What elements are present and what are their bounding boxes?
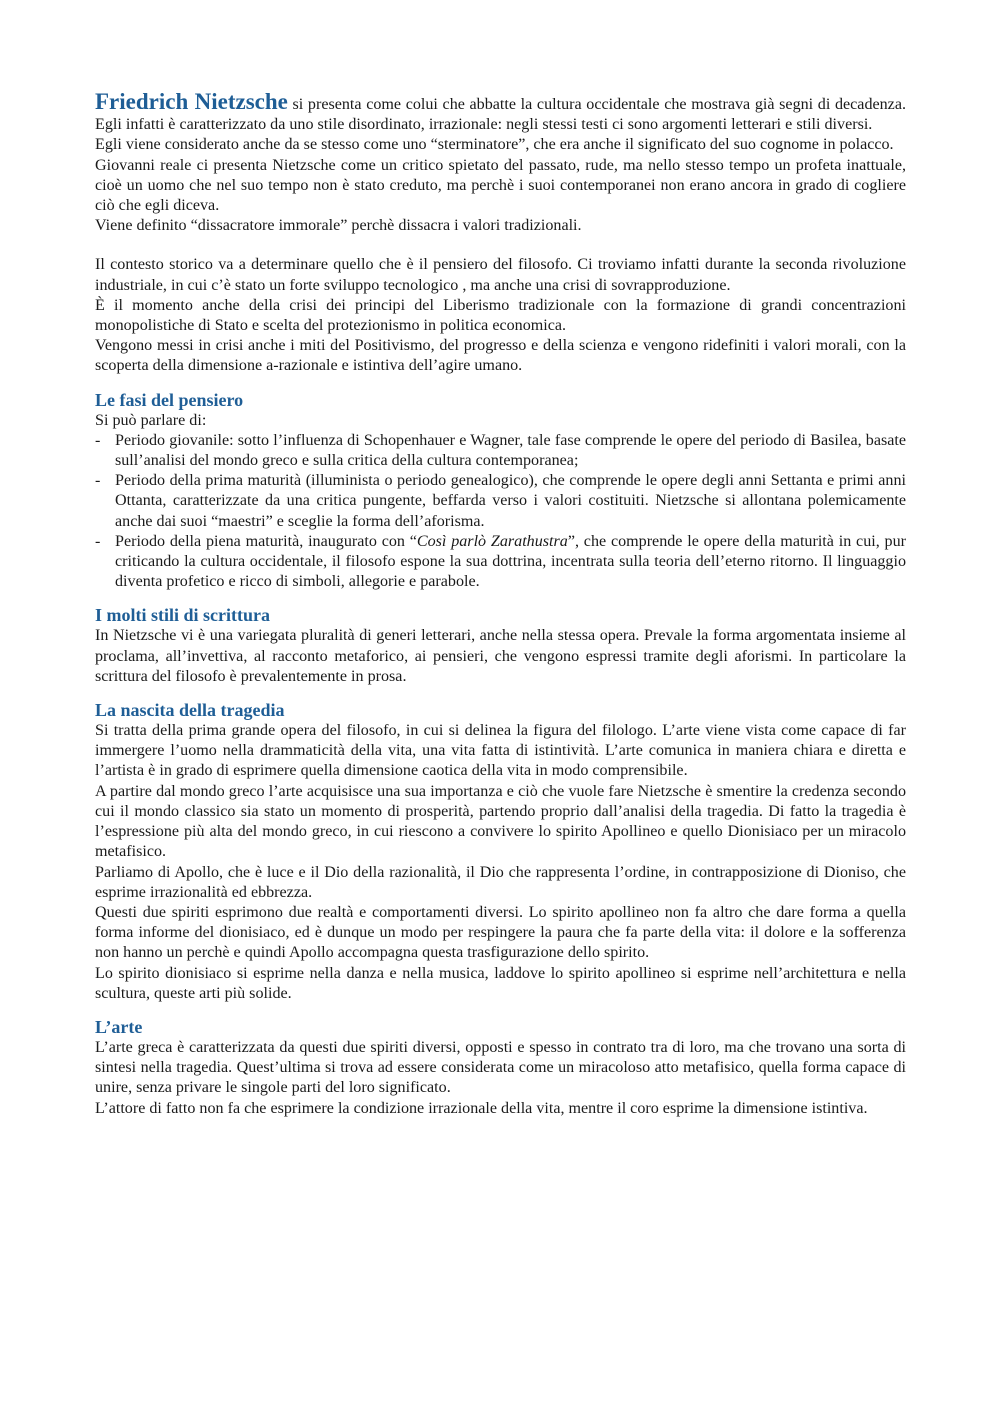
dash-bullet: - [95,532,101,550]
book-title-italic: Così parlò Zarathustra [416,532,568,550]
intro-paragraph-1 [95,89,906,135]
spacer [95,592,906,605]
list-item [95,471,906,532]
tragedy-paragraph-1: Si tratta della prima grande opera del filosofo, in cui si delinea la figura del filologo. L’arte viene vista come capace di far immergere l’uomo nella drammaticità della vita, una vita fatta di istintività. L’arte comunica in maniera chiara e diretta e l’artista è in grado di esprimere quella dimensione caotica della vita in modo comprensibile. [95,722,906,780]
styles-paragraph-1: In Nietzsche vi è una variegata pluralità di generi letterari, anche nella stessa opera. Prevale la forma argomentata insieme al proclama, all’invettiva, al racconto metaforico, ai pensieri, che vengono espressi tramite degli aforismi. In particolare la scrittura del filosofo è prevalentemente in prosa. [95,627,906,685]
tragedy-section [95,700,906,1004]
context-paragraph-2: È il momento anche della crisi dei principi del Liberismo tradizionale con la formazione di grandi concentrazioni monopolistiche di Stato e scelta del protezionismo in politica economica. [95,296,906,335]
author-name-title: Friedrich Nietzsche [95,89,288,114]
art-heading: L’arte [95,1016,143,1037]
context-paragraph-3: Vengono messi in crisi anche i miti del Positivismo, del progresso e della scienza e vengono ridefiniti i valori morali, con la scoperta della dimensione a-razionale e istintiva dell’agire umano. [95,337,906,375]
intro-paragraph-1-text: si presenta come colui che abbatte la cultura occidentale che mostrava già segni di decadenza. Egli infatti è caratterizzato da uno stile disordinato, irrazionale: negli stessi testi ci sono argomenti letterari e stili diversi. [95,96,906,134]
list-item-text-start: Periodo della piena maturità, inaugurato con “ [115,532,417,550]
list-item [95,431,906,471]
context-section [95,255,906,376]
spacer [95,236,906,255]
phases-heading: Le fasi del pensiero [95,389,244,410]
list-item-text-end: ”, che comprende le opere della maturità in cui, pur criticando la cultura occidentale, il filosofo espone la sua dottrina, incentrata sulla teoria dell’eterno ritorno. Il linguaggio diventa profetico e ricco di simboli, allegorie e parabole. [115,532,907,591]
spacer [95,687,906,700]
art-section [95,1017,906,1119]
dash-bullet: - [95,431,101,449]
tragedy-paragraph-5: Lo spirito dionisiaco si esprime nella danza e nella musica, laddove lo spirito apollineo si esprime nell’architettura e nella scultura, queste arti più solide. [95,964,906,1002]
phases-section [95,390,906,593]
styles-section [95,605,906,687]
list-item-text: Periodo giovanile: sotto l’influenza di Schopenhauer e Wagner, tale fase comprende le opere del periodo di Basilea, basate sull’analisi del mondo greco e sulla critica della cultura contemporanea; [115,431,906,470]
art-paragraph-2: L’attore di fatto non fa che esprimere la condizione irrazionale della vita, mentre il coro esprime la dimensione istintiva. [95,1099,868,1117]
spacer [95,377,906,390]
dash-bullet: - [95,472,101,490]
intro-paragraph-4: Viene definito “dissacratore immorale” perchè dissacra i valori tradizionali. [95,217,582,235]
phases-list [95,431,906,593]
intro-paragraph-3: Giovanni reale ci presenta Nietzsche come un critico spietato del passato, rude, ma nello stesso tempo un profeta inattuale, cioè un uomo che nel suo tempo non è stato creduto, ma perchè i suoi contemporanei non erano ancora in grado di cogliere ciò che egli diceva. [95,156,906,215]
styles-heading: I molti stili di scrittura [95,605,270,626]
phases-lead: Si può parlare di: [95,411,207,429]
tragedy-paragraph-4: Questi due spiriti esprimono due realtà e comportamenti diversi. Lo spirito apollineo non fa altro che dare forma a quella forma informe del dionisiaco, ed è dunque un modo per respingere la paura che fa parte della vita: il dolore e la sofferenza non hanno un perchè e quindi Apollo accompagna questa trasfigurazione dello spirito. [95,903,906,962]
tragedy-paragraph-2: A partire dal mondo greco l’arte acquisisce una sua importanza e ciò che vuole fare Nietzsche è smentire la credenza secondo cui il mondo classico sia stato un momento di prosperità, partendo proprio dall’analisi della tragedia. Di fatto la tragedia è l’espressione più alta del mondo greco, in cui riescono a convivere lo spirito Apollineo e quello Dionisiaco per un miracolo metafisico. [95,782,906,861]
tragedy-paragraph-3: Parliamo di Apollo, che è luce e il Dio della razionalità, il Dio che rappresenta l’ordine, in contrapposizione di Dioniso, che esprime irrazionalità ed ebbrezza. [95,863,906,901]
list-item [95,532,906,593]
context-paragraph-1: Il contesto storico va a determinare quello che è il pensiero del filosofo. Ci troviamo infatti durante la seconda rivoluzione industriale, in cui c’è stato un forte sviluppo tecnologico , ma anche una crisi di sovrapproduzione. [95,256,906,294]
intro-section [95,89,906,236]
spacer [95,1004,906,1017]
list-item-text: Periodo della prima maturità (illuminista o periodo genealogico), che comprende le opere degli anni Settanta e primi anni Ottanta, caratterizzate da una critica pungente, beffarda verso i valori costituiti. Nietzsche si allontana polemicamente anche dai suoi “maestri” e sceglie la forma dell’aforisma. [115,472,906,530]
art-paragraph-1: L’arte greca è caratterizzata da questi due spiriti diversi, opposti e spesso in contrato tra di loro, ma che trovano una sorta di sintesi nella tragedia. Quest’ultima si trova ad essere considerata come un miracoloso atto metafisico, quella forma capace di unire, senza privare le singole parti del loro significato. [95,1038,906,1097]
tragedy-heading: La nascita della tragedia [95,700,285,721]
intro-paragraph-2: Egli viene considerato anche da se stesso come uno “sterminatore”, che era anche il significato del suo cognome in polacco. [95,136,894,154]
